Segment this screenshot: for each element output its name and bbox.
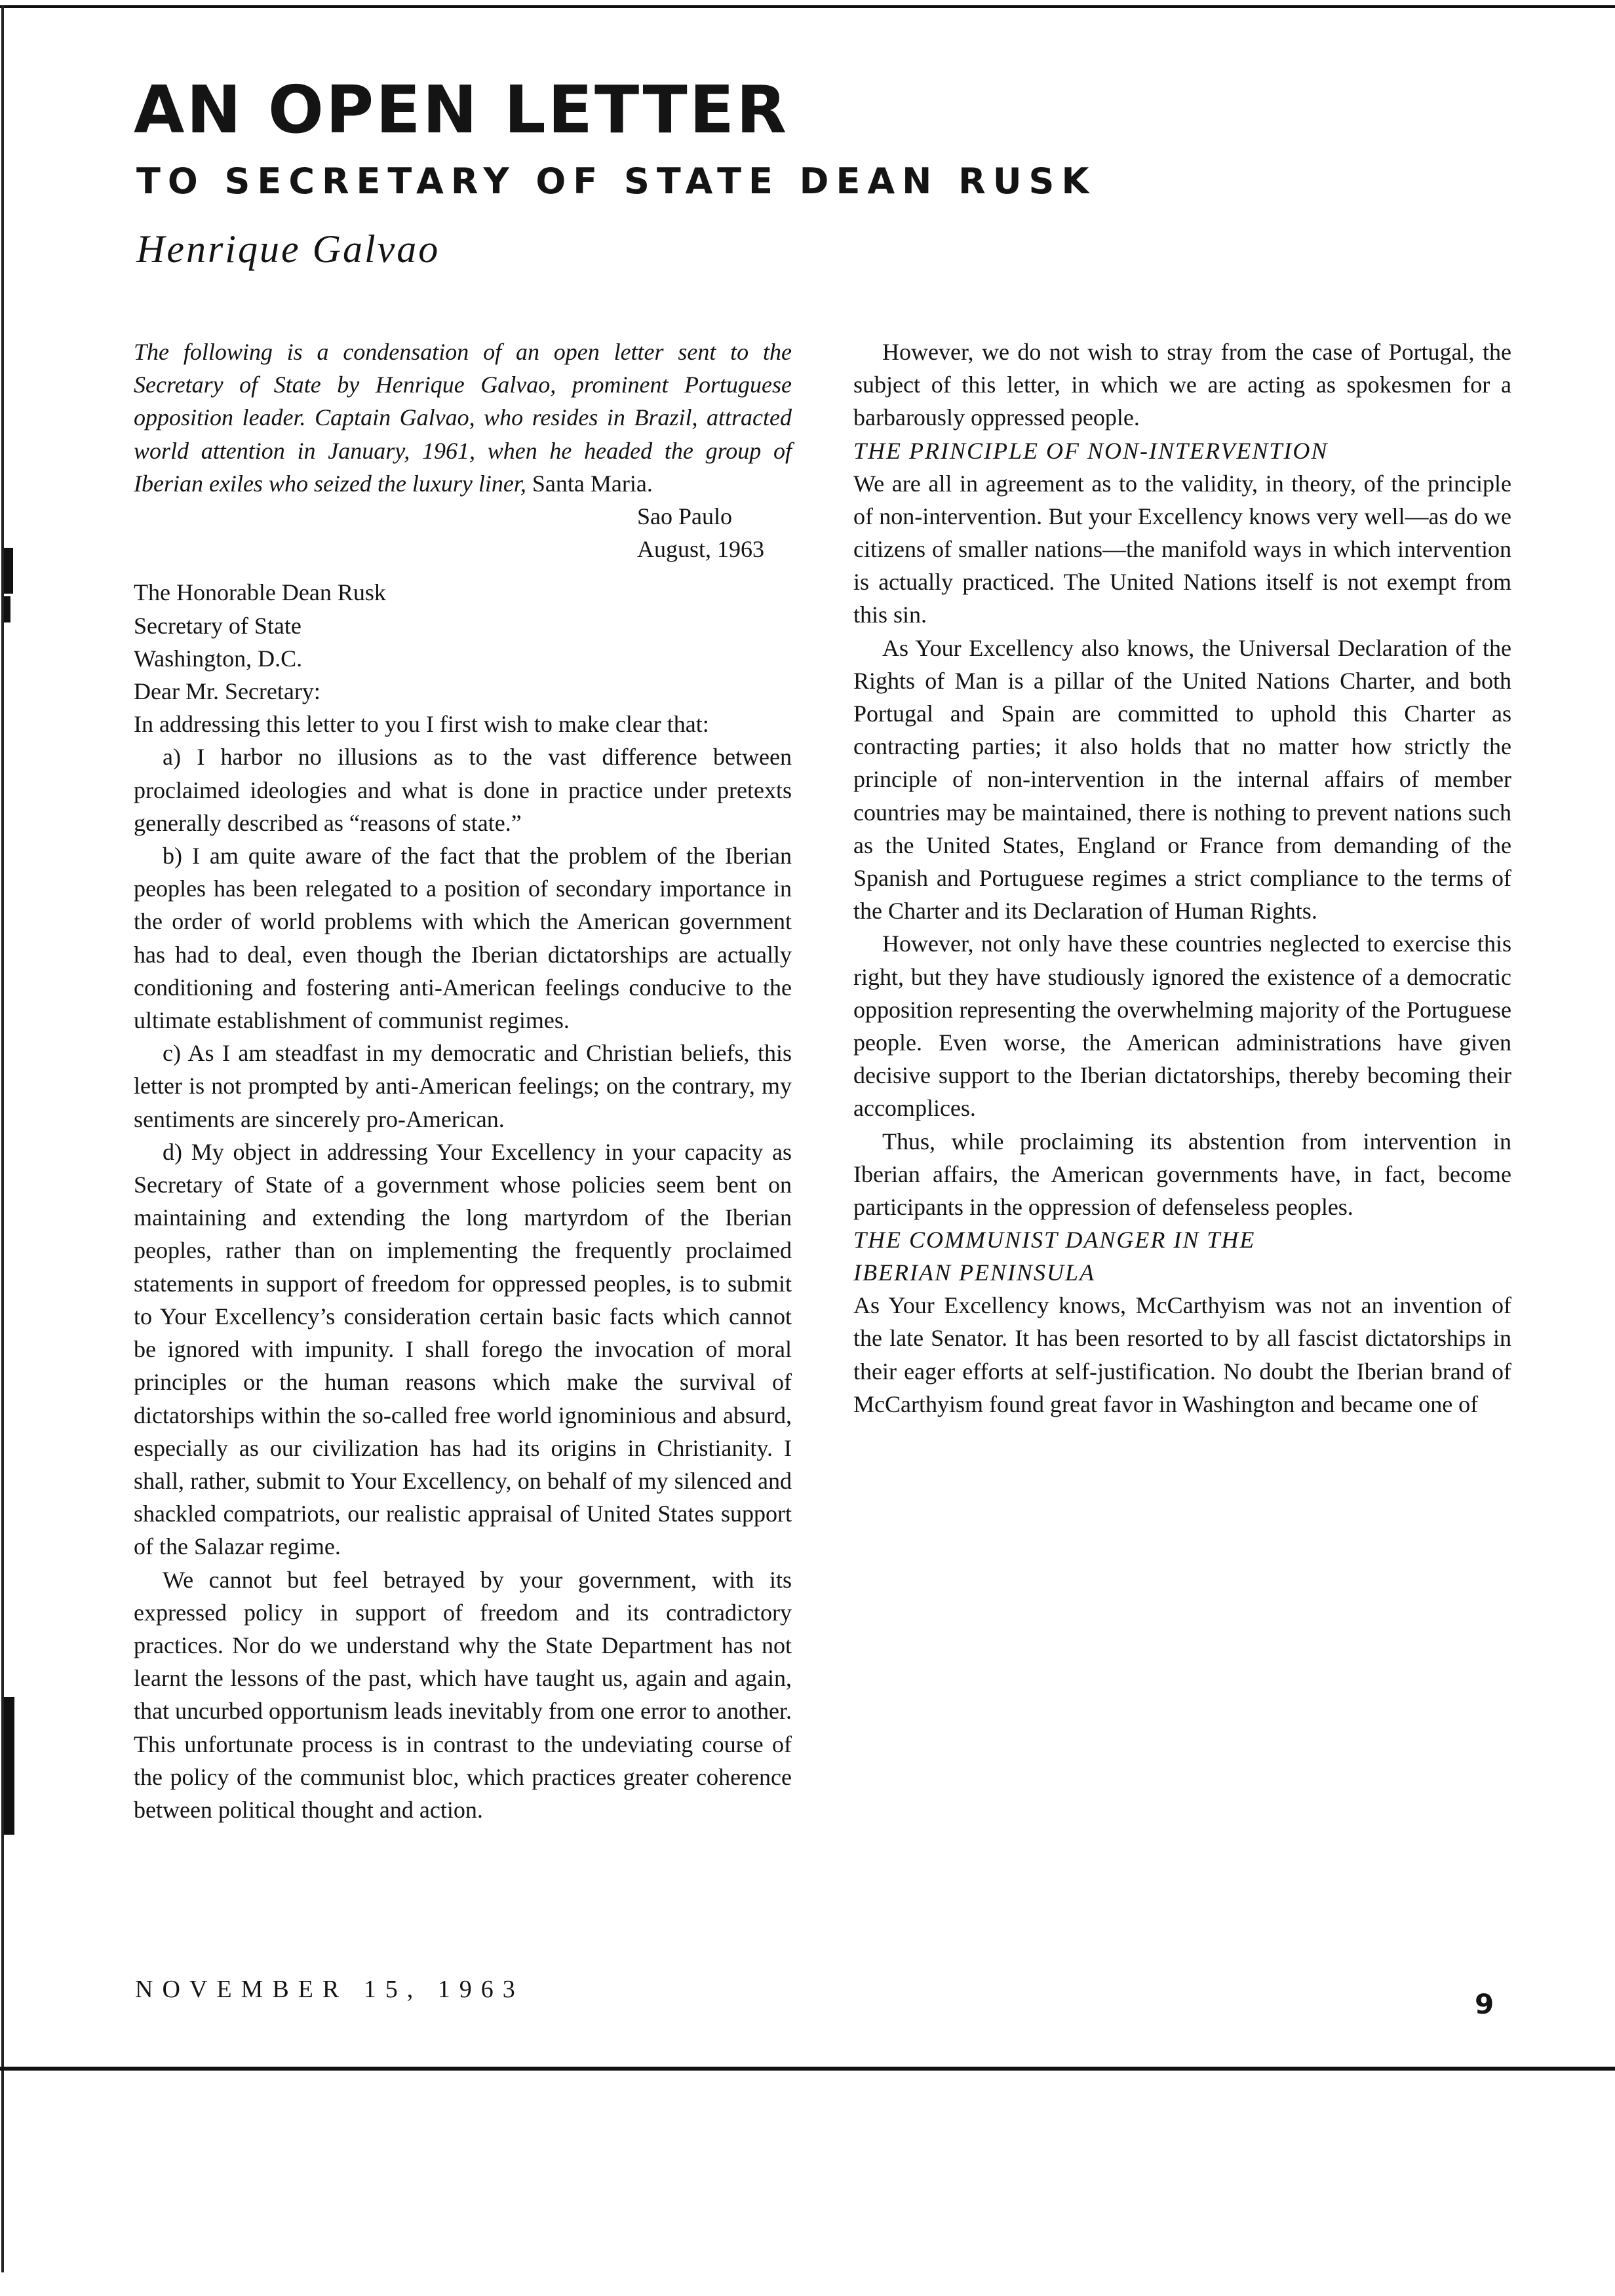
page-number: 9 bbox=[1475, 1988, 1494, 2020]
section-heading-non-intervention: THE PRINCIPLE OF NON-INTERVENTION bbox=[853, 437, 1329, 464]
ship-name: Santa Maria. bbox=[532, 470, 653, 497]
editor-intro bbox=[134, 335, 792, 500]
author-byline: Henrique Galvao bbox=[136, 227, 440, 271]
bottom-border bbox=[0, 2067, 1615, 2071]
paragraph-betrayed: We cannot but feel betrayed by your government, with its expressed policy in support of freedom and its contradictory practices. Nor do we understand why the State Department has not learnt the lessons of the past, which have taught us, again and again, that uncurbed opportunism leads inevitably from one error to another. This unfortunate process is in contrast to the undeviating course of the policy of the communist bloc, which practices greater coherence between political thought and action. bbox=[134, 1566, 792, 1823]
dateline-place: Sao Paulo bbox=[637, 503, 733, 530]
paragraph-stray: However, we do not wish to stray from the case of Portugal, the subject of this letter, in which we are acting as spokesmen for a barbarously oppressed people. bbox=[853, 339, 1511, 431]
top-border bbox=[0, 5, 1615, 8]
left-border bbox=[1, 5, 4, 2272]
paragraph: We are all in agreement as to the validity, in theory, of the principle of non-intervention. But your Excellency knows very well—as do we citizens of smaller nations—the manifold ways in which intervention is actually practiced. The United Nations itself is not exempt from this sin. bbox=[853, 470, 1511, 628]
paragraph: As Your Excellency also knows, the Universal Declaration of the Rights of Man is a pillar of the United Nations Charter, and both Portugal and Spain are committed to uphold this Charter as contracting parties; it also holds that no matter how strictly the principle of non-intervention in the internal affairs of member countries may be maintained, there is nothing to prevent nations such as the United States, England or France from demanding of the Spanish and Portuguese regimes a strict compliance to the terms of the Charter and its Declaration of Human Rights. bbox=[853, 634, 1511, 925]
heading-line: IBERIAN PENINSULA bbox=[853, 1259, 1095, 1286]
salutation: Dear Mr. Secretary: bbox=[134, 678, 321, 705]
scan-margin-mark bbox=[4, 548, 13, 594]
scan-margin-mark bbox=[4, 596, 10, 622]
recipient-address bbox=[134, 576, 792, 675]
address-line: Washington, D.C. bbox=[134, 645, 303, 672]
paragraph: However, not only have these countries neglected to exercise this right, but they have studiously ignored the existence of a democratic opposition representing the overwhelming majority of the Portuguese people. Even worse, the American administrations have given decisive support to the Iberian dictatorships, thereby becoming their accomplices. bbox=[853, 930, 1511, 1122]
issue-date: NOVEMBER 15, 1963 bbox=[135, 1976, 524, 2003]
address-line: Secretary of State bbox=[134, 612, 302, 639]
point-d: d) My object in addressing Your Excellency in your capacity as Secretary of State of a government whose policies seem bent on maintaining and extending the long martyrdom of the Iberian peoples, rather than on implementing the frequently proclaimed statements in support of freedom for oppressed peoples, is to submit to Your Excellency’s consideration certain basic facts which cannot be ignored with impunity. I shall forego the invocation of moral principles or the human reasons which make the survival of dictatorships within the so-called free world ignominious and absurd, especially as our civilization has had its origins in Christianity. I shall, rather, submit to Your Excellency, on behalf of my silenced and shackled compatriots, our realistic appraisal of United States support of the Salazar regime. bbox=[134, 1138, 792, 1560]
letter-opening: In addressing this letter to you I first wish to make clear that: bbox=[134, 711, 709, 738]
address-line: The Honorable Dean Rusk bbox=[134, 579, 386, 606]
left-column bbox=[134, 335, 792, 1826]
article-subtitle: TO SECRETARY OF STATE DEAN RUSK bbox=[136, 161, 1097, 202]
point-b: b) I am quite aware of the fact that the problem of the Iberian peoples has been relegated to a position of secondary importance in the order of world problems with which the American government has had to deal, even though the Iberian dictatorships are actually conditioning and fostering anti-American feelings conducive to the ultimate establishment of communist regimes. bbox=[134, 843, 792, 1034]
scan-margin-mark bbox=[4, 1697, 14, 1835]
right-column bbox=[853, 335, 1511, 1421]
point-c: c) As I am steadfast in my democratic and Christian beliefs, this letter is not prompted by anti-American feelings; on the contrary, my sentiments are sincerely pro-American. bbox=[134, 1040, 792, 1132]
dateline-date: August, 1963 bbox=[637, 536, 765, 563]
point-a: a) I harbor no illusions as to the vast difference between proclaimed ideologies and what is done in practice under pretexts generally described as “reasons of state.” bbox=[134, 744, 792, 836]
paragraph: Thus, while proclaiming its abstention from intervention in Iberian affairs, the American governments have, in fact, become participants in the oppression of defenseless peoples. bbox=[853, 1128, 1511, 1221]
intro-text: The following is a condensation of an open letter sent to the Secretary of State by Henrique Galvao, prominent Portuguese opposition leader. Captain Galvao, who resides in Brazil, attracted world attention in January, 1961, when he headed the group of Iberian exiles who seized the luxury liner, bbox=[134, 339, 792, 497]
heading-line: THE COMMUNIST DANGER IN THE bbox=[853, 1227, 1256, 1253]
section-heading-communist-danger bbox=[853, 1223, 1511, 1289]
article-title: AN OPEN LETTER bbox=[134, 71, 789, 148]
paragraph: As Your Excellency knows, McCarthyism was not an invention of the late Senator. It has been resorted to by all fascist dictatorships in their eager efforts at self-justification. No doubt the Iberian brand of McCarthyism found great favor in Washington and became one of bbox=[853, 1292, 1511, 1417]
